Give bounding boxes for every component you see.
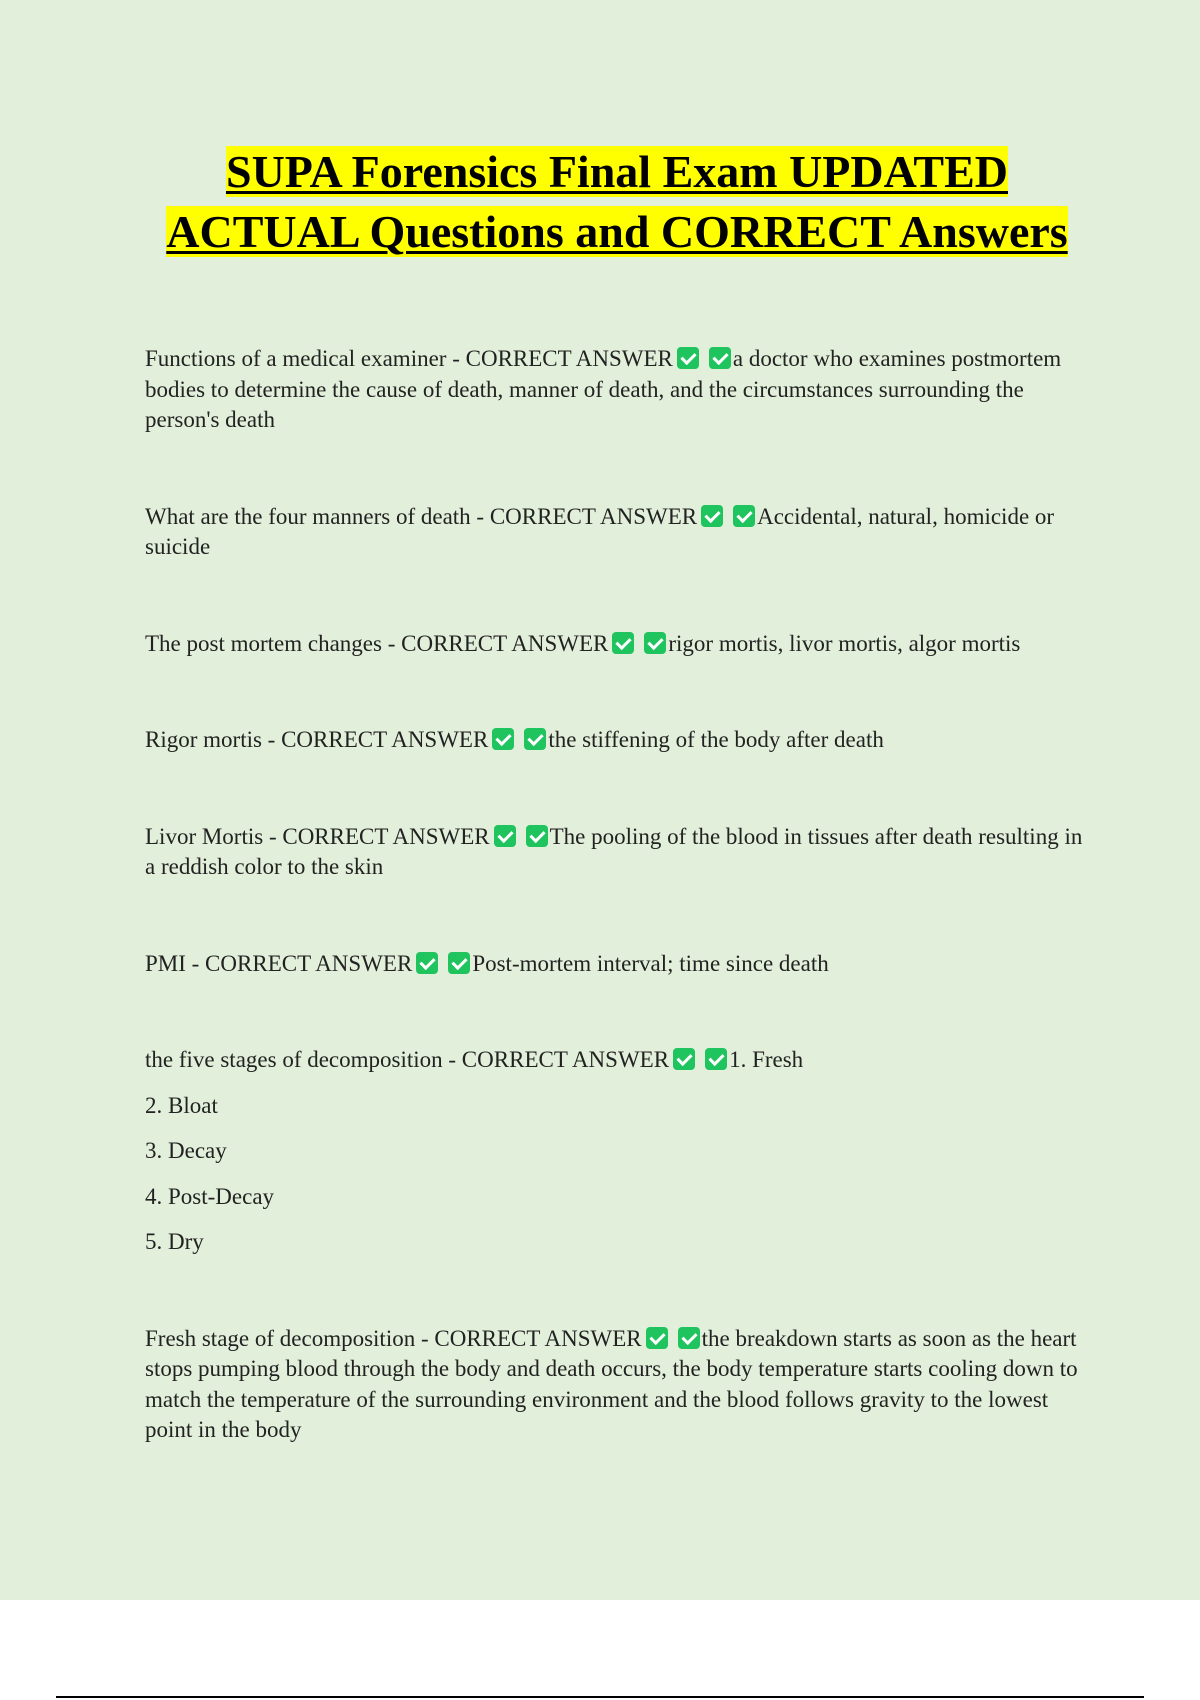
qa-item (145, 502, 1085, 563)
qa-item (145, 949, 1085, 980)
qa-text (145, 344, 1085, 436)
list-item-decay: 3. Decay (145, 1138, 227, 1163)
footer-divider (56, 1696, 1144, 1698)
list-item-dry: 5. Dry (145, 1229, 204, 1254)
question-text: What are the four manners of death - CORRECT ANSWER (145, 503, 698, 529)
question-text: Rigor mortis - CORRECT ANSWER (145, 727, 489, 752)
check-box-icon (524, 728, 546, 750)
check-box-icon (526, 825, 548, 847)
check-box-icon (701, 505, 723, 527)
question-text: the five stages of decomposition - CORRECT ANSWER (145, 1047, 670, 1072)
qa-text (145, 629, 1085, 660)
check-box-icon (678, 1327, 700, 1349)
answer-text: rigor mortis, livor mortis, algor mortis (668, 630, 1021, 656)
qa-text (145, 1324, 1085, 1446)
check-box-icon (494, 825, 516, 847)
qa-text (145, 502, 1085, 563)
check-box-icon (644, 632, 666, 654)
question-text: Functions of a medical examiner - CORRECT ANSWER (145, 346, 673, 371)
question-text: PMI - CORRECT ANSWER (145, 950, 413, 976)
qa-item (145, 822, 1085, 883)
qa-item (145, 725, 1085, 756)
answer-text: 1. Fresh (729, 1047, 804, 1072)
qa-item (145, 629, 1085, 660)
qa-item (145, 1324, 1085, 1446)
question-text: The post mortem changes - CORRECT ANSWER (145, 630, 609, 656)
qa-text (145, 725, 1085, 756)
title-highlight: SUPA Forensics Final Exam UPDATED ACTUAL Questions and CORRECT Answers (166, 146, 1068, 257)
check-box-icon (416, 952, 438, 974)
answer-text: Accidental, natural, homicide or suicide (145, 503, 1055, 559)
check-box-icon (646, 1327, 668, 1349)
qa-item (145, 344, 1085, 436)
check-box-icon (705, 1048, 727, 1070)
answer-text: the stiffening of the body after death (548, 727, 884, 752)
check-box-icon (448, 952, 470, 974)
check-box-icon (709, 347, 731, 369)
check-box-icon (492, 728, 514, 750)
answer-text: Post-mortem interval; time since death (472, 950, 829, 976)
qa-item (145, 1045, 1085, 1258)
answer-text: the breakdown starts as soon as the heart stops pumping blood through the body and death occurs, the body temperature starts cooling down to match the temperature of the surrounding environment and the blood follows gravity to the lowest point in the body (145, 1325, 1078, 1442)
qa-text (145, 949, 1085, 980)
question-text: Fresh stage of decomposition - CORRECT ANSWER (145, 1325, 642, 1351)
answer-text: The pooling of the blood in tissues after death resulting in a reddish color to the skin (145, 823, 1083, 879)
question-text: Livor Mortis - CORRECT ANSWER (145, 823, 490, 849)
document-title (150, 142, 1084, 262)
check-box-icon (733, 505, 755, 527)
answer-text: a doctor who examines postmortem bodies to determine the cause of death, manner of death, and the circumstances surrounding the person's death (145, 346, 1062, 432)
qa-list (145, 344, 1085, 1512)
list-item-post-decay: 4. Post-Decay (145, 1183, 275, 1209)
check-box-icon (612, 632, 634, 654)
list-item-bloat: 2. Bloat (145, 1092, 218, 1118)
check-box-icon (673, 1048, 695, 1070)
qa-text (145, 822, 1085, 883)
qa-text (145, 1045, 1085, 1076)
check-box-icon (677, 347, 699, 369)
